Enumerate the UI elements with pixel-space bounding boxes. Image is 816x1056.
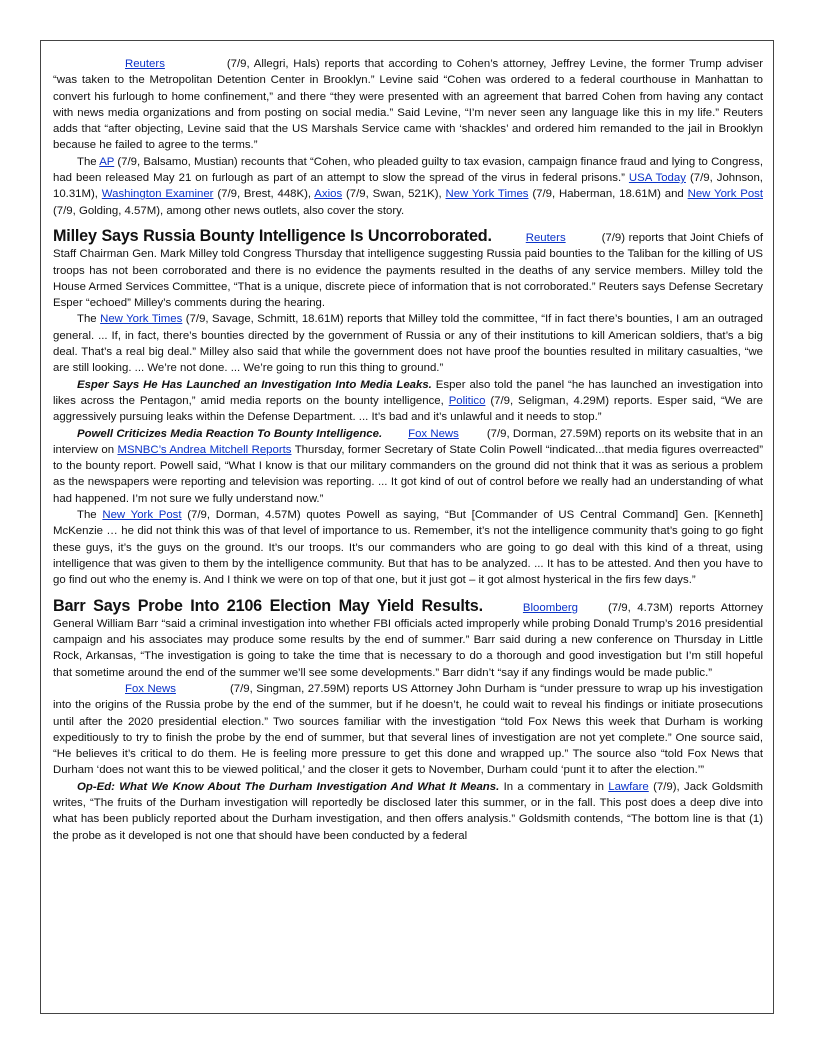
barr-paragraph-2: Fox News (7/9, Singman, 27.59M) reports US Attorney John Durham is “under pressure to wrap up his investigation into the origins of the Russia probe by the end of the summer, but if he doesn’t, he could wait to reveal his findings or initiate prosecutions until after the 2020 presidential election.” Two sources familiar with the investigation “told Fox News this week that Durham is working expeditiously to try to finish the probe by the end of summer, but that several lines of investigation are not yet complete.” One source said, “He believes it’s critical to do them. He is feeling more pressure to get this done and wrapped up.” The source also “told Fox News that Durham ‘does not want this to be viewed political,’ and the closer it gets to November, Durham could ‘punt it to after the election.’” — [53, 682, 763, 777]
ap-link[interactable]: AP — [99, 155, 115, 168]
new-york-post-link[interactable]: New York Post — [102, 509, 182, 522]
reuters-link[interactable]: Reuters — [125, 58, 165, 70]
washington-examiner-link[interactable]: Washington Examiner — [101, 188, 214, 201]
milley-paragraph-2: The New York Times (7/9, Savage, Schmitt, 18.61M) reports that Milley told the committee, “If in fact there’s bounties, I am an outraged general. ... If, in fact, there’s bounties directed by the government of Russia or any of their institutions to kill American soldiers, that’s a big deal. That’s a real big deal.” Milley also said that while the government does not have proof the bounties resulted in military casualties, “we are still looking. ... We’re not done. ... We’re going to run this thing to ground.” — [53, 313, 763, 375]
axios-link[interactable]: Axios — [314, 188, 343, 201]
durham-oped-paragraph: Op-Ed: What We Know About The Durham Investigation And What It Means. In a commentary in Lawfare (7/9), Jack Goldsmith writes, “The fruits of the Durham investigation will reportedly be disclosed later this summer, or in the fall. This post does a deep dive into what has been publicly reported about the Durham investigation, and then offers analysis.” Goldsmith contends, “The bottom line is that (1) the probe as it developed is not one that should have been conducted by a federal — [53, 780, 764, 842]
powell-paragraph: Powell Criticizes Media Reaction To Bounty Intelligence. Fox News (7/9, Dorman, 27.59M) reports on its website that in an interview on MSNBC’s Andrea Mitchell Reports Thursday, former Secretary of State Colin Powell “indicated...that media figures overreacted” to the bounty report. Powell said, “What I know is that our military commanders on the ground did not think that it was as serious a problem as the newspapers were reporting and television was reporting. ... It got kind of out of control before we really had an understanding of what had happened. I’m not sure we fully understand now.” — [53, 427, 763, 505]
powell-subheadline: Powell Criticizes Media Reaction To Bounty Intelligence. — [77, 427, 383, 440]
newsletter-body — [53, 56, 763, 844]
politico-link[interactable]: Politico — [448, 394, 486, 407]
barr-headline: Barr Says Probe Into 2106 Election May Yield Results. — [53, 596, 483, 615]
milley-story — [53, 228, 763, 589]
durham-oped-subheadline: Op-Ed: What We Know About The Durham Investigation And What It Means. — [77, 780, 500, 793]
milley-headline: Milley Says Russia Bounty Intelligence Is Uncorroborated. — [53, 226, 492, 245]
barr-paragraph-1: Barr Says Probe Into 2106 Election May Yield Results. Bloomberg (7/9, 4.73M) reports Attorney General William Barr “said a criminal investigation into whether FBI officials acted improperly while probing Donald Trump’s 2016 presidential campaign and his associates may produce some results by the end of summer.” Barr said during a new conference on Thursday in Little Rock, Arkansas, “The investigation is going to take the time that is necessary to do a thorough and good investigation but I’m still hopeful that sometime around the end of the summer we’ll see some developments.” Barr didn’t “say if any findings would be made public.” — [53, 596, 763, 679]
lawfare-link[interactable]: Lawfare — [608, 780, 649, 793]
cohen-paragraph-2: The AP (7/9, Balsamo, Mustian) recounts that “Cohen, who pleaded guilty to tax evasion, campaign finance fraud and lying to Congress, had been released May 21 on furlough as part of an attempt to slow the spread of the virus in federal prisons.” USA Today (7/9, Johnson, 10.31M), Washington Examiner (7/9, Brest, 448K), Axios (7/9, Swan, 521K), New York Times (7/9, Haberman, 18.61M) and New York Post (7/9, Golding, 4.57M), among other news outlets, also cover the story. — [53, 155, 764, 217]
fox-news-link[interactable]: Fox News — [125, 682, 176, 695]
powell-quote-paragraph: The New York Post (7/9, Dorman, 4.57M) quotes Powell as saying, “But [Commander of US Central Command] Gen. [Kenneth] McKenzie … he did not think this was of that level of importance to us. Remember, it’s not the intelligence community that’s going to go fight these guys, it’s the guys on the ground. It’s our troops. It’s our commanders who are going to go deal with this kind of a threat, using intelligence that was given to them by the intelligence community. But that has to be analyzed. ... It has to be attested. And then you have to go find out who the enemy is. And I think we were on top of that one, but it just got – it got almost hysterical in the firs few days.” — [53, 509, 763, 587]
milley-paragraph-1: Milley Says Russia Bounty Intelligence Is Uncorroborated. Reuters (7/9) reports that Joint Chiefs of Staff Chairman Gen. Mark Milley told Congress Thursday that intelligence suggesting Russia paid bounties to the Taliban for the killing of US troops has not been corroborated and there is no evidence the payments resulted in the deaths of any service members. Milley told the House Armed Services Committee, “That is a unique, discrete piece of information that is not corroborated.” Reuters says Defense Secretary Esper “echoed” Milley’s comments during the hearing. — [53, 226, 763, 310]
usa-today-link[interactable]: USA Today — [628, 172, 686, 185]
reuters-link[interactable]: Reuters — [525, 231, 566, 244]
barr-story — [53, 598, 763, 844]
cohen-paragraph-1: Reuters (7/9, Allegri, Hals) reports that according to Cohen’s attorney, Jeffrey Levine, the former Trump adviser “was taken to the Metropolitan Detention Center in Brooklyn.” Levine said “Cohen was ordered to a federal courthouse in Manhattan to convert his furlough to home confinement,” and there “they were presented with an agreement that barred Cohen from having any contact with news media organizations and from posting on social media.” Said Levine, “I’m never seen any language like this in my life.” Reuters adds that “after objecting, Levine said that the US Marshals Service came with ‘shackles’ and ordered him remanded to the jail in Brooklyn because he failed to agree to the terms.” — [53, 58, 763, 152]
new-york-times-link[interactable]: New York Times — [445, 188, 529, 201]
fox-news-link[interactable]: Fox News — [408, 427, 459, 440]
esper-subheadline: Esper Says He Has Launched an Investigation Into Media Leaks. — [77, 378, 432, 391]
new-york-post-link[interactable]: New York Post — [687, 188, 764, 201]
msnbc-andrea-mitchell-link[interactable]: MSNBC’s Andrea Mitchell Reports — [117, 443, 292, 456]
esper-paragraph: Esper Says He Has Launched an Investigation Into Media Leaks. Esper also told the panel “he has launched an investigation into likes across the Pentagon,” amid media reports on the bounty intelligence, Politico (7/9, Seligman, 4.29M) reports. Esper said, “We are aggressively pursuing leaks within the Defense Department. ... It’s bad and it’s unlawful and it needs to stop.” — [53, 378, 764, 424]
bloomberg-link[interactable]: Bloomberg — [522, 601, 579, 614]
new-york-times-link[interactable]: New York Times — [100, 313, 183, 326]
